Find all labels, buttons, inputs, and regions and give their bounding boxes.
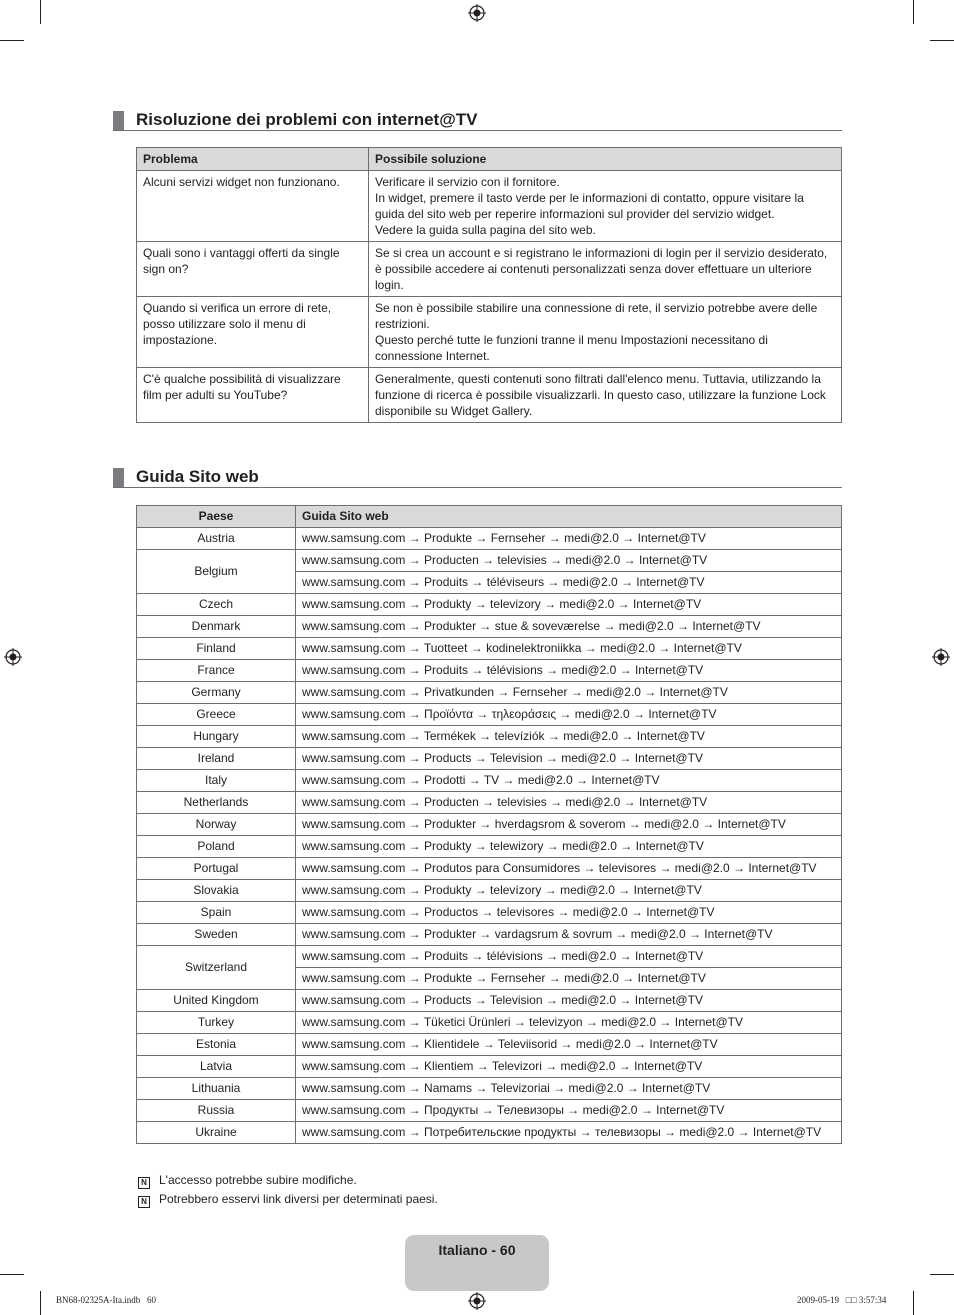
table-row: [137, 638, 842, 660]
table-header-row: [137, 506, 842, 528]
problem-cell: Quali sono i vantaggi offerti da single sign on?: [137, 242, 369, 297]
table-row: [137, 1034, 842, 1056]
solution-cell: Se non è possibile stabilire una connessione di rete, il servizio potrebbe avere delle restrizioni. Questo perché tutte le funzioni tranne il menu Impostazioni necessitano di connessione Internet.: [369, 297, 842, 368]
solution-cell: Se si crea un account e si registrano le informazioni di login per il servizio desiderato, è possibile accedere ai contenuti personalizzati senza dover effettuare un ulteriore login.: [369, 242, 842, 297]
table-row: [137, 836, 842, 858]
country-cell: Lithuania: [137, 1078, 296, 1100]
note-item: [138, 1191, 438, 1208]
table-row: [137, 1012, 842, 1034]
website-path-cell: www.samsung.com → Produkty → telewizory → medi@2.0 → Internet@TV: [296, 836, 842, 858]
website-path-cell: www.samsung.com → Produkter → hverdagsrom & soverom → medi@2.0 → Internet@TV: [296, 814, 842, 836]
country-cell: Russia: [137, 1100, 296, 1122]
table-row: [137, 792, 842, 814]
registration-mark-icon: [4, 648, 22, 666]
table-row: [137, 616, 842, 638]
column-header-problem: Problema: [137, 148, 369, 171]
problem-cell: Alcuni servizi widget non funzionano.: [137, 171, 369, 242]
table-row: [137, 1078, 842, 1100]
section-title: Guida Sito web: [136, 467, 259, 486]
website-path-cell: www.samsung.com → Productos → televisores → medi@2.0 → Internet@TV: [296, 902, 842, 924]
crop-mark: [913, 1291, 914, 1315]
country-cell: Estonia: [137, 1034, 296, 1056]
country-cell: Poland: [137, 836, 296, 858]
troubleshooting-table: [136, 147, 842, 423]
country-cell: Italy: [137, 770, 296, 792]
table-row: [137, 1056, 842, 1078]
registration-mark-icon: [932, 648, 950, 666]
section-heading-troubleshooting: [113, 110, 842, 131]
solution-cell: Verificare il servizio con il fornitore. In widget, premere il tasto verde per le informazioni di contatto, oppure visitare la guida del sito web per reperire informazioni sul provider del servizio widget. Vedere la guida sulla pagina del sito web.: [369, 171, 842, 242]
section-heading-website-guide: [113, 467, 842, 488]
note-icon: N: [138, 1196, 150, 1208]
website-path-cell: www.samsung.com → Tuotteet → kodinelektroniikka → medi@2.0 → Internet@TV: [296, 638, 842, 660]
country-cell: Turkey: [137, 1012, 296, 1034]
table-row: [137, 242, 842, 297]
country-cell: Netherlands: [137, 792, 296, 814]
crop-mark: [40, 0, 41, 24]
table-row: [137, 1100, 842, 1122]
website-path-cell: www.samsung.com → Produits → télévisions → medi@2.0 → Internet@TV: [296, 946, 842, 968]
table-row: [137, 171, 842, 242]
column-header-website-guide: Guida Sito web: [296, 506, 842, 528]
table-row: [137, 368, 842, 423]
page-label: Italiano - 60: [438, 1242, 516, 1258]
table-row: [137, 550, 842, 572]
crop-mark: [930, 40, 954, 41]
table-row: [137, 594, 842, 616]
table-row: [137, 682, 842, 704]
problem-cell: Quando si verifica un errore di rete, posso utilizzare solo il menu di impostazione.: [137, 297, 369, 368]
table-row: [137, 748, 842, 770]
table-row: [137, 660, 842, 682]
country-cell: United Kingdom: [137, 990, 296, 1012]
country-cell: Spain: [137, 902, 296, 924]
country-cell: Finland: [137, 638, 296, 660]
website-path-cell: www.samsung.com → Products → Television → medi@2.0 → Internet@TV: [296, 748, 842, 770]
country-cell: Slovakia: [137, 880, 296, 902]
table-row: [137, 902, 842, 924]
table-row: [137, 924, 842, 946]
website-path-cell: www.samsung.com → Produits → téléviseurs → medi@2.0 → Internet@TV: [296, 572, 842, 594]
website-path-cell: www.samsung.com → Продукты → Телевизоры → medi@2.0 → Internet@TV: [296, 1100, 842, 1122]
website-path-cell: www.samsung.com → Produkty → televízory → medi@2.0 → Internet@TV: [296, 880, 842, 902]
table-row: [137, 770, 842, 792]
country-cell: Hungary: [137, 726, 296, 748]
table-row: [137, 990, 842, 1012]
country-cell: Czech: [137, 594, 296, 616]
table-row: [137, 726, 842, 748]
table-row: [137, 814, 842, 836]
website-path-cell: www.samsung.com → Προϊόντα → τηλεοράσεις → medi@2.0 → Internet@TV: [296, 704, 842, 726]
table-row: [137, 528, 842, 550]
registration-mark-icon: [468, 1292, 486, 1310]
heading-bar: [113, 111, 124, 130]
table-row: [137, 1122, 842, 1144]
crop-mark: [0, 1274, 24, 1275]
country-cell: Greece: [137, 704, 296, 726]
country-cell: Norway: [137, 814, 296, 836]
table-row: [137, 704, 842, 726]
website-path-cell: www.samsung.com → Потребительские продукты → телевизоры → medi@2.0 → Internet@TV: [296, 1122, 842, 1144]
crop-mark: [0, 40, 24, 41]
country-cell: Portugal: [137, 858, 296, 880]
solution-cell: Generalmente, questi contenuti sono filtrati dall'elenco menu. Tuttavia, utilizzando la funzione di ricerca è possibile visualizzarli. In questo caso, utilizzare la funzione Lock disponibile su Widget Gallery.: [369, 368, 842, 423]
heading-bar: [113, 468, 124, 487]
note-icon: N: [138, 1177, 150, 1189]
registration-mark-icon: [468, 4, 486, 22]
country-cell: Switzerland: [137, 946, 296, 990]
website-path-cell: www.samsung.com → Produkte → Fernseher → medi@2.0 → Internet@TV: [296, 968, 842, 990]
website-path-cell: www.samsung.com → Producten → televisies → medi@2.0 → Internet@TV: [296, 550, 842, 572]
crop-mark: [930, 1274, 954, 1275]
website-path-cell: www.samsung.com → Produkte → Fernseher → medi@2.0 → Internet@TV: [296, 528, 842, 550]
website-path-cell: www.samsung.com → Namams → Televizoriai → medi@2.0 → Internet@TV: [296, 1078, 842, 1100]
crop-mark: [40, 1291, 41, 1315]
column-header-country: Paese: [137, 506, 296, 528]
table-header-row: [137, 148, 842, 171]
table-row: [137, 297, 842, 368]
print-slug-left: BN68-02325A-Ita.indb 60: [56, 1295, 156, 1305]
website-path-cell: www.samsung.com → Klientidele → Televiisorid → medi@2.0 → Internet@TV: [296, 1034, 842, 1056]
country-cell: France: [137, 660, 296, 682]
table-row: [137, 858, 842, 880]
country-cell: Ukraine: [137, 1122, 296, 1144]
country-cell: Ireland: [137, 748, 296, 770]
website-path-cell: www.samsung.com → Termékek → televíziók → medi@2.0 → Internet@TV: [296, 726, 842, 748]
website-path-cell: www.samsung.com → Produits → télévisions → medi@2.0 → Internet@TV: [296, 660, 842, 682]
country-cell: Sweden: [137, 924, 296, 946]
website-path-cell: www.samsung.com → Produkter → stue & soveværelse → medi@2.0 → Internet@TV: [296, 616, 842, 638]
crop-mark: [913, 0, 914, 24]
note-text: Potrebbero esservi link diversi per determinati paesi.: [159, 1192, 438, 1206]
website-path-cell: www.samsung.com → Produkty → televizory → medi@2.0 → Internet@TV: [296, 594, 842, 616]
website-path-cell: www.samsung.com → Producten → televisies → medi@2.0 → Internet@TV: [296, 792, 842, 814]
table-row: [137, 946, 842, 968]
website-path-cell: www.samsung.com → Privatkunden → Fernseher → medi@2.0 → Internet@TV: [296, 682, 842, 704]
website-path-cell: www.samsung.com → Products → Television → medi@2.0 → Internet@TV: [296, 990, 842, 1012]
website-path-cell: www.samsung.com → Produtos para Consumidores → televisores → medi@2.0 → Internet@TV: [296, 858, 842, 880]
note-text: L'accesso potrebbe subire modifiche.: [159, 1173, 357, 1187]
country-cell: Denmark: [137, 616, 296, 638]
website-path-cell: www.samsung.com → Klientiem → Televizori → medi@2.0 → Internet@TV: [296, 1056, 842, 1078]
page-number-tab: [405, 1235, 549, 1291]
website-path-cell: www.samsung.com → Produkter → vardagsrum & sovrum → medi@2.0 → Internet@TV: [296, 924, 842, 946]
country-cell: Germany: [137, 682, 296, 704]
country-cell: Austria: [137, 528, 296, 550]
website-path-cell: www.samsung.com → Prodotti → TV → medi@2.0 → Internet@TV: [296, 770, 842, 792]
website-path-cell: www.samsung.com → Tüketici Ürünleri → televizyon → medi@2.0 → Internet@TV: [296, 1012, 842, 1034]
website-guide-table: [136, 505, 842, 1144]
note-item: [138, 1172, 357, 1189]
print-slug-right: 2009-05-19 □□ 3:57:34: [797, 1295, 887, 1305]
country-cell: Latvia: [137, 1056, 296, 1078]
problem-cell: C'è qualche possibilità di visualizzare film per adulti su YouTube?: [137, 368, 369, 423]
section-title: Risoluzione dei problemi con internet@TV: [136, 110, 478, 129]
column-header-solution: Possibile soluzione: [369, 148, 842, 171]
table-row: [137, 880, 842, 902]
country-cell: Belgium: [137, 550, 296, 594]
